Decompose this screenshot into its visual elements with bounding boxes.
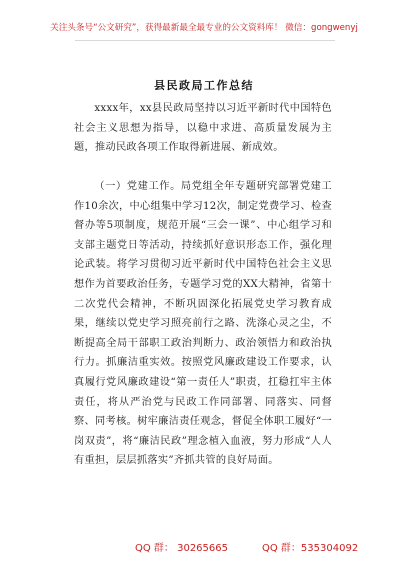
- footer-qq-group-2: QQ 群：535304092: [262, 543, 359, 554]
- document-title: 县民政局工作总结: [154, 79, 254, 92]
- paragraph-intro: xxxx年，xx县民政局坚持以习近平新时代中国特色社会主义思想为指导，以稳中求进、高质量发展为主题，推动民政各项工作取得新进展、新成效。: [74, 103, 332, 154]
- header-divider: [75, 40, 335, 41]
- paragraph-party-building: （一）党建工作。局党组全年专题研究部署党建工作10余次，中心组集中学习12次，制定党费学习、检查督办等5项制度，规范开展“三会一课”、中心组学习和支部主题党日等活动，持续抓好意识形态工作，强化理论武装。将学习贯彻习近平新时代中国特色社会主义思想作为首要政治任务，专题学习党的XX大精神，省第十二次党代会精神，不断巩固深化拓展党史学习教育成果，继续以党史学习照亮前行之路、洗涤心灵之尘，不断提高全局干部职工政治判断力、政治领悟力和政治执行力。抓廉洁重实效。按照党风廉政建设工作要求，认真履行党风廉政建设“第一责任人”职责，扛稳扛牢主体责任，将从严治党与民政工作同部署、同落实、同督察、同考核。树牢廉洁责任观念，督促全体职工履好“一岗双责”，将“廉洁民政”理念植入血液，努力形成“人人有重担，层层抓落实”齐抓共管的良好局面。: [74, 181, 332, 467]
- header-note: 关注头条号“公文研究”，获得最新最全最专业的公文资料库！ 微信：gongwenyj: [50, 23, 358, 33]
- footer-qq-group-1: QQ 群： 30265665: [135, 543, 228, 554]
